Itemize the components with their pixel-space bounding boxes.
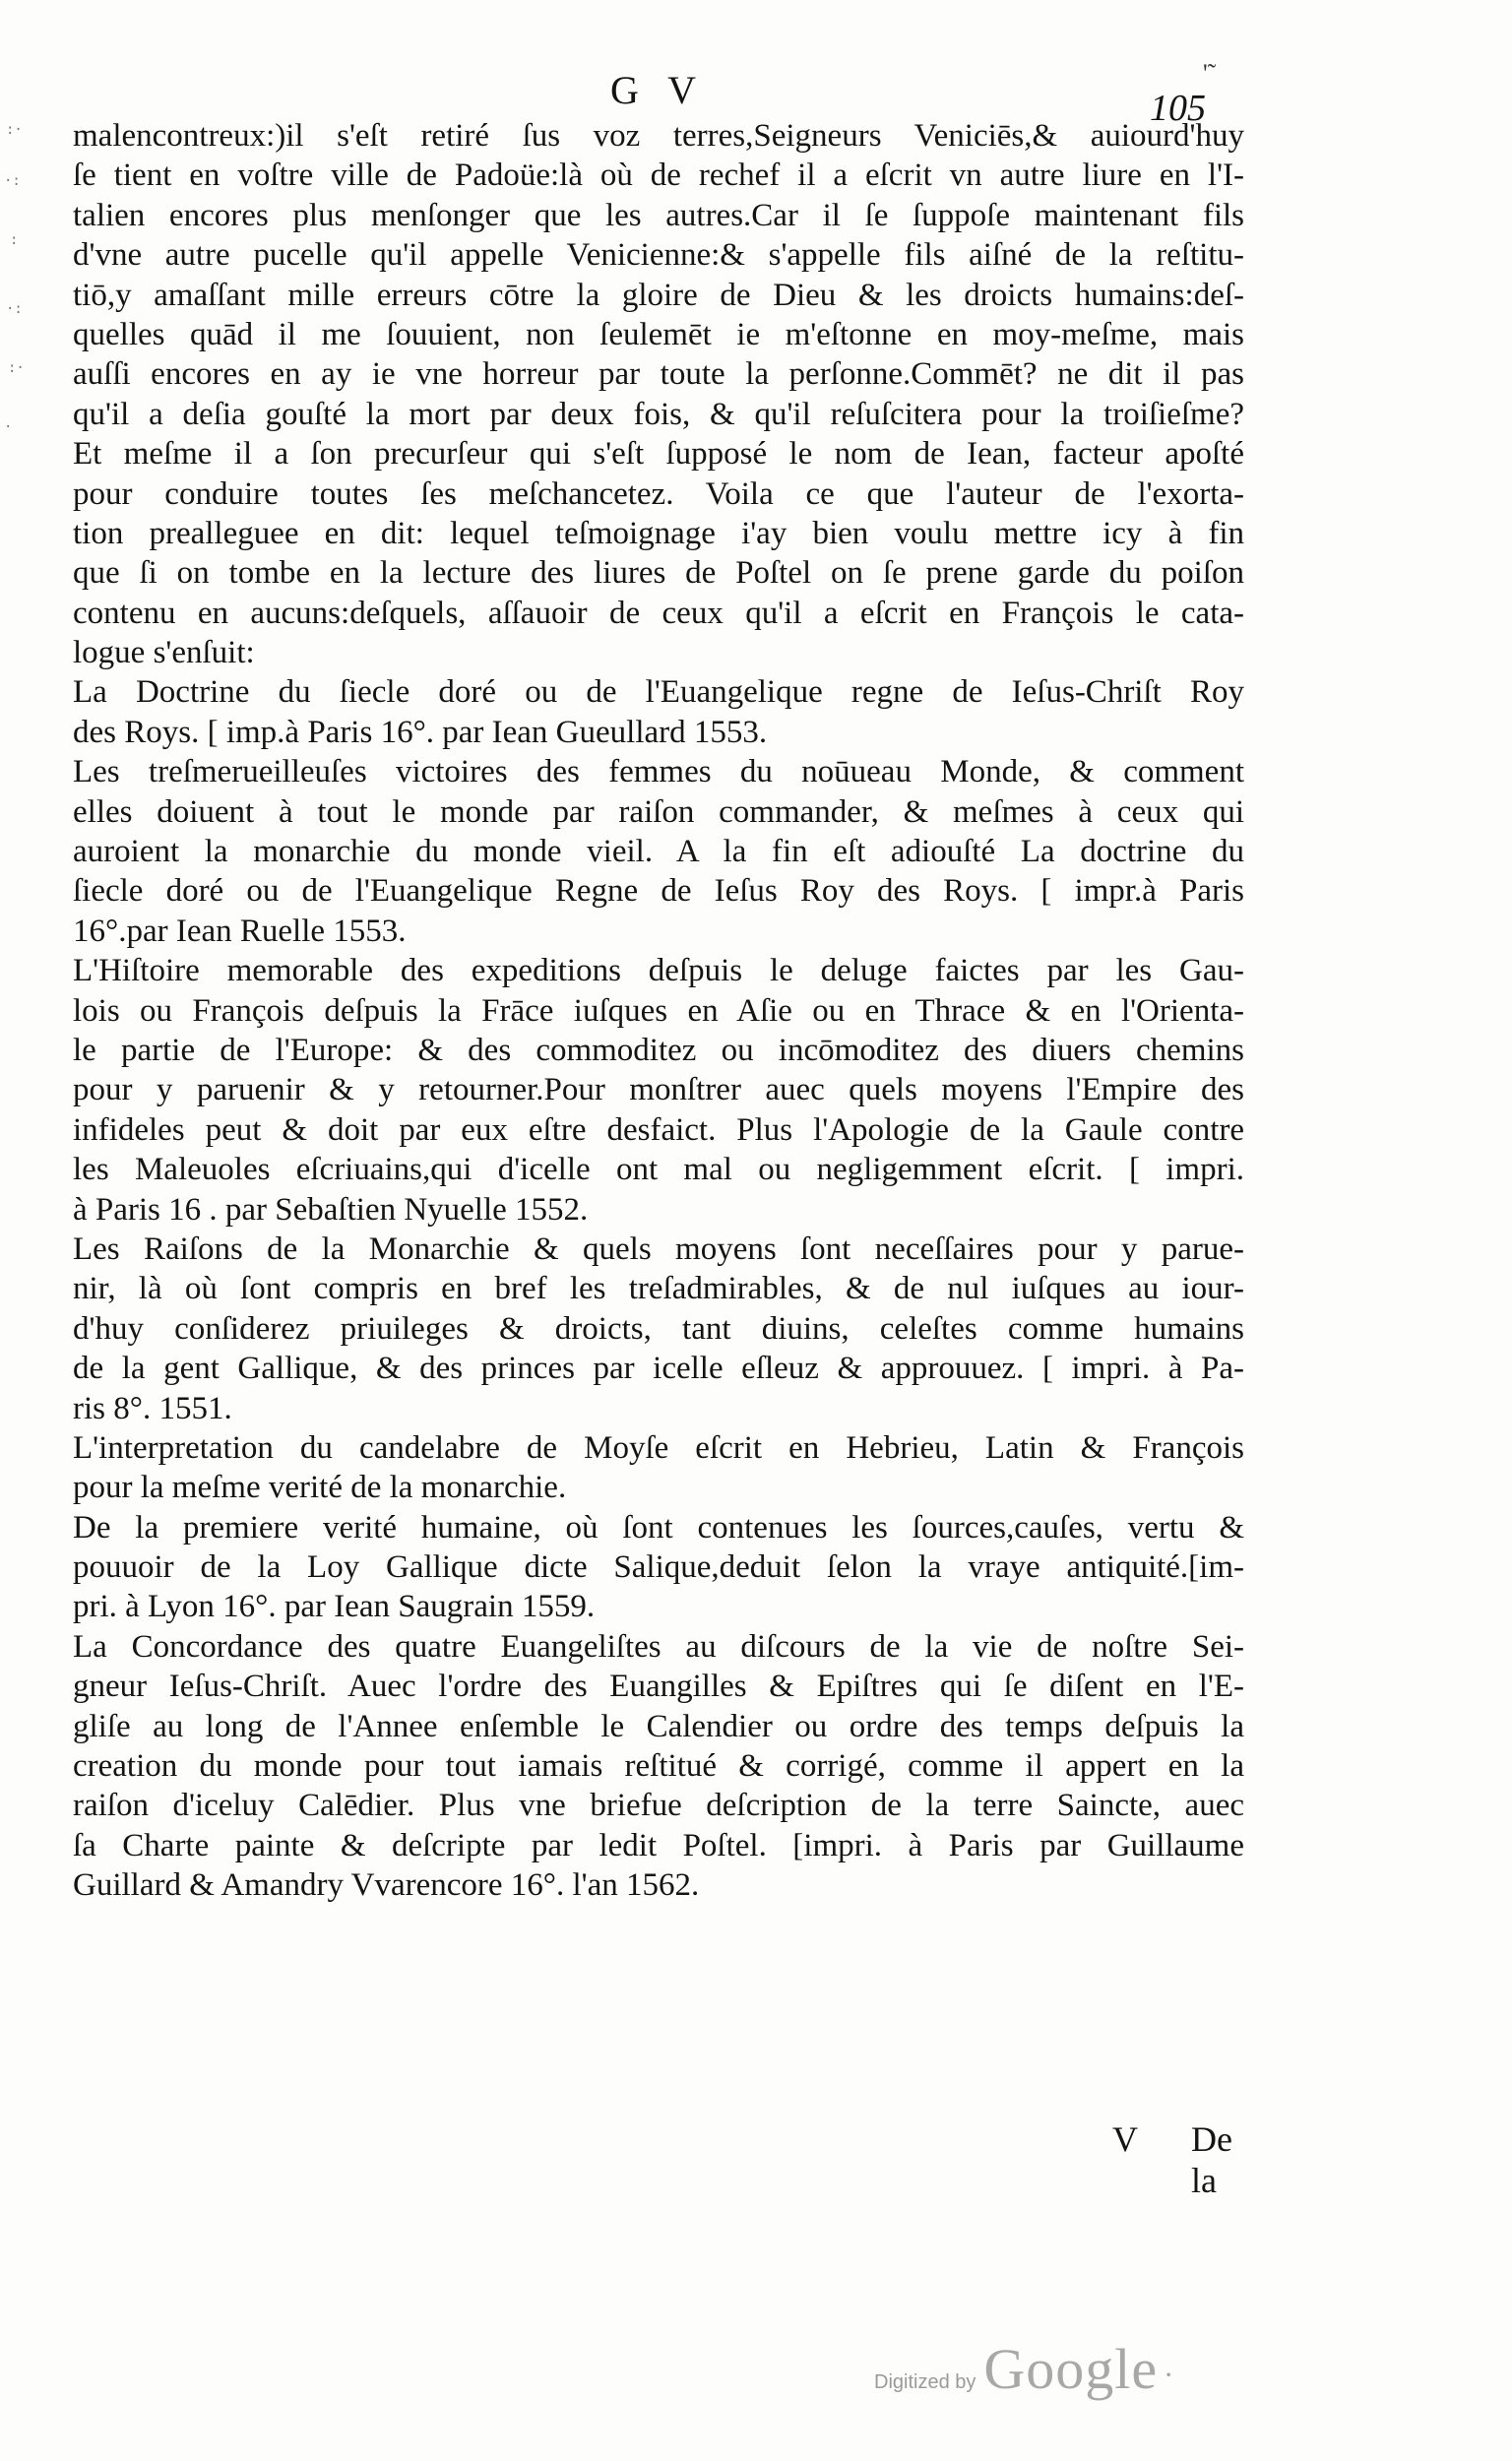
bibliography-entry-line: La Concordance des quatre Euangeliſtes au diſcours de la vie de noſtre Sei-: [73, 1628, 1244, 1665]
bibliography-entry-line: Les treſmerueilleuſes victoires des femmes du noūueau Monde, & comment: [73, 754, 1244, 790]
text-line: qu'il a deſia gouſté la mort par deux fois, & qu'il reſuſcitera pour la troiſieſme?: [73, 396, 1244, 432]
text-line: tion prealleguee en dit: lequel teſmoignage i'ay bien voulu mettre icy à fin: [73, 515, 1244, 551]
bibliography-entry-line: pour la meſme verité de la monarchie.: [73, 1470, 567, 1506]
bibliography-entry-line: Les Raiſons de la Monarchie & quels moyens ſont neceſſaires pour y parue-: [73, 1230, 1244, 1267]
bibliography-entry-line: infideles peut & doit par eux eſtre desfaict. Plus l'Apologie de la Gaule contre: [73, 1111, 1244, 1148]
bibliography-entry-line: gneur Ieſus-Chriſt. Auec l'ordre des Euangilles & Epiſtres qui ſe diſent en l'E-: [73, 1669, 1244, 1705]
watermark-suffix: ·: [1164, 2359, 1174, 2391]
text-line: contenu en aucuns:deſquels, aſſauoir de ceux qu'il a eſcrit en François le cata-: [73, 595, 1244, 631]
bibliography-entry-line: elles doiuent à tout le monde par raiſon commander, & meſmes à ceux qui: [73, 793, 1244, 830]
text-line: ſe tient en voſtre ville de Padoüe:là où de rechef il a eſcrit vn autre liure en l'I-: [73, 158, 1244, 194]
bibliography-entry-line: de la gent Gallique, & des princes par icelle eſleuz & approuuez. [ impri. à Pa-: [73, 1351, 1244, 1387]
catchword: De la: [1191, 2119, 1232, 2200]
body-text: [73, 116, 1244, 1906]
bibliography-entry-line: Guillard & Amandry Vvarencore 16°. l'an 1562.: [73, 1867, 700, 1904]
digitization-watermark: [874, 2337, 1174, 2402]
bibliography-entry-line: lois ou François deſpuis la Frāce iuſques en Aſie ou en Thrace & en l'Orienta-: [73, 992, 1244, 1029]
margin-scan-specks: :· ·: : ·: :· ·: [4, 122, 25, 435]
google-logo: Google: [983, 2337, 1159, 2401]
watermark-prefix: Digitized by: [874, 2371, 976, 2393]
text-line: d'vne autre pucelle qu'il appelle Venicienne:& s'appelle fils aiſné de la reſtitu-: [73, 237, 1244, 274]
bibliography-entry-line: les Maleuoles eſcriuains,qui d'icelle ont mal ou negligemment eſcrit. [ impri.: [73, 1152, 1244, 1188]
running-head: G V: [610, 68, 707, 112]
bibliography-entry-line: auroient la monarchie du monde vieil. A la fin eſt adiouſté La doctrine du: [73, 834, 1244, 870]
bibliography-entry-line: L'interpretation du candelabre de Moyſe eſcrit en Hebrieu, Latin & François: [73, 1429, 1244, 1466]
bibliography-entry-line: ris 8°. 1551.: [73, 1390, 232, 1426]
bibliography-entry-line: nir, là où ſont compris en bref les treſadmirables, & de nul iuſques au iour-: [73, 1271, 1244, 1307]
text-line: Et meſme il a ſon precurſeur qui s'eſt ſupposé le nom de Iean, facteur apoſté: [73, 436, 1244, 473]
text-line: logue s'enſuit:: [73, 635, 255, 671]
bibliography-entry-line: creation du monde pour tout iamais reſtitué & corrigé, comme il appert en la: [73, 1748, 1244, 1785]
folio-mark: '˜: [1203, 59, 1217, 88]
text-line: talien encores plus menſonger que les autres.Car il ſe ſuppoſe maintenant fils: [73, 197, 1244, 233]
text-line: malencontreux:)il s'eſt retiré ſus voz terres,Seigneurs Veniciēs,& auiourd'huy: [73, 118, 1244, 154]
text-line: auſſi encores en ay ie vne horreur par toute la perſonne.Commēt? ne dit il pas: [73, 356, 1244, 393]
signature-mark: V: [1112, 2119, 1138, 2159]
page-number: 105: [1150, 88, 1206, 129]
bibliography-entry-line: L'Hiſtoire memorable des expeditions deſpuis le deluge faictes par les Gau-: [73, 953, 1244, 989]
bibliography-entry-line: La Doctrine du ſiecle doré ou de l'Euangelique regne de Ieſus-Chriſt Roy: [73, 674, 1244, 711]
bibliography-entry-line: ſa Charte painte & deſcripte par ledit Poſtel. [impri. à Paris par Guillaume: [73, 1827, 1244, 1863]
bibliography-entry-line: 16°.par Iean Ruelle 1553.: [73, 913, 407, 949]
bibliography-entry-line: d'huy conſiderez priuileges & droicts, tant diuins, celeſtes comme humains: [73, 1310, 1244, 1347]
bibliography-entry-line: gliſe au long de l'Annee enſemble le Calendier ou ordre des temps deſpuis la: [73, 1708, 1244, 1744]
text-line: pour conduire toutes ſes meſchancetez. Voila ce que l'auteur de l'exorta-: [73, 475, 1244, 512]
text-line: que ſi on tombe en la lecture des liures de Poſtel on ſe prene garde du poiſon: [73, 555, 1244, 592]
bibliography-entry-line: le partie de l'Europe: & des commoditez ou incōmoditez des diuers chemins: [73, 1032, 1244, 1068]
bibliography-entry-line: pour y paruenir & y retourner.Pour monſtrer auec quels moyens l'Empire des: [73, 1072, 1244, 1108]
text-line: quelles quād il me ſouuient, non ſeulemēt ie m'eſtonne en moy-meſme, mais: [73, 316, 1244, 352]
bibliography-entry-line: pri. à Lyon 16°. par Iean Saugrain 1559.: [73, 1589, 596, 1625]
bibliography-entry-line: pouuoir de la Loy Gallique dicte Salique,deduit ſelon la vraye antiquité.[im-: [73, 1549, 1244, 1586]
text-line: tiō,y amaſſant mille erreurs cōtre la gloire de Dieu & les droicts humains:deſ-: [73, 277, 1244, 313]
bibliography-entry-line: à Paris 16 . par Sebaſtien Nyuelle 1552.: [73, 1191, 589, 1228]
bibliography-entry-line: raiſon d'iceluy Calēdier. Plus vne briefue deſcription de la terre Saincte, auec: [73, 1788, 1244, 1824]
bibliography-entry-line: ſiecle doré ou de l'Euangelique Regne de Ieſus Roy des Roys. [ impr.à Paris: [73, 873, 1244, 910]
bibliography-entry-line: des Roys. [ imp.à Paris 16°. par Iean Gueullard 1553.: [73, 714, 768, 750]
bibliography-entry-line: De la premiere verité humaine, où ſont contenues les ſources,cauſes, vertu &: [73, 1509, 1244, 1546]
